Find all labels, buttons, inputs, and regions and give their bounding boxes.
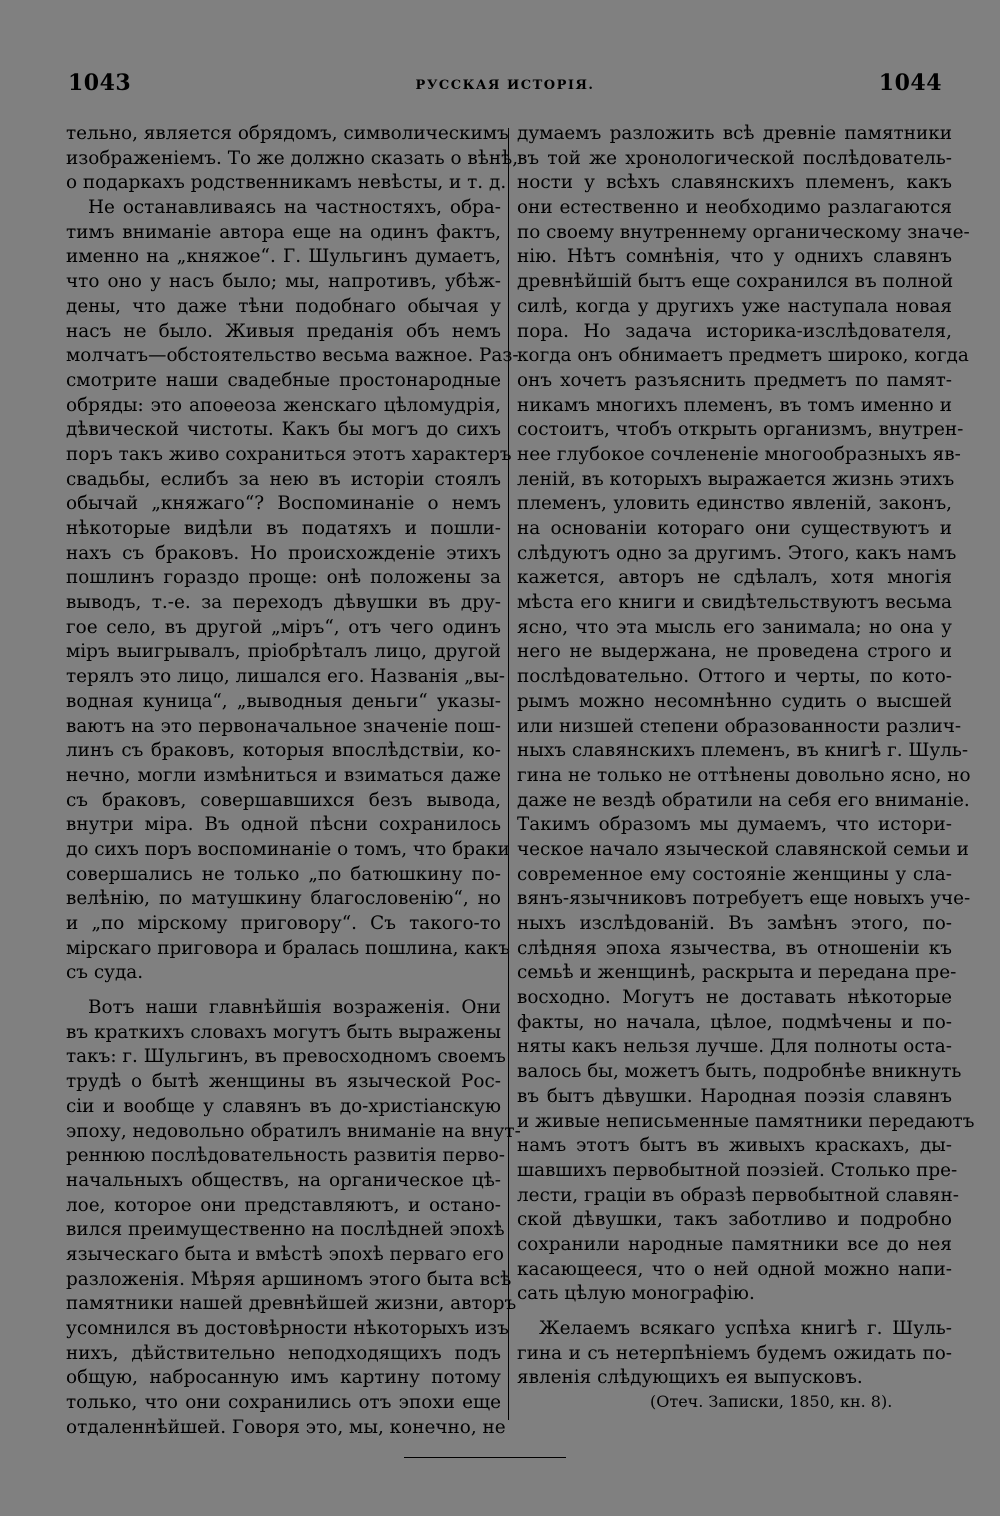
text-line: силѣ, когда у другихъ уже наступала новая: [517, 295, 952, 317]
text-line: ныхъ изслѣдованій. Въ замѣнъ этого, по-: [517, 913, 952, 934]
text-line: сать цѣлую монографію.: [517, 1283, 755, 1305]
text-line: съ браковъ, совершавшихся безъ вывода,: [66, 789, 501, 811]
text-line: насъ не было. Живыя преданія объ немъ: [66, 320, 501, 342]
text-line: реннюю послѣдовательность развитія перво-: [66, 1145, 506, 1167]
text-line: общую, набросанную имъ картину потому: [66, 1367, 501, 1389]
running-title: РУССКАЯ ИСТОРІЯ.: [415, 78, 595, 93]
text-line: Желаемъ всякаго успѣха книгѣ г. Шуль-: [539, 1318, 952, 1339]
source-citation: (Отеч. Записки, 1850, кн. 8).: [650, 1392, 893, 1411]
text-line: эпоху, недовольно обратилъ вниманіе на внут-: [66, 1120, 521, 1142]
text-line: начальныхъ обществъ, на органическое цѣ-: [66, 1169, 501, 1191]
text-line: изображеніемъ. То же должно сказать о вѣнѣ,: [66, 147, 519, 169]
text-line: гина и съ нетерпѣніемъ будемъ ожидать по-: [517, 1342, 952, 1364]
text-line: міръ выигрывалъ, пріобрѣталъ лицо, другой: [66, 641, 501, 663]
text-line: обряды: это апоѳеоза женскаго цѣломудрія,: [66, 394, 501, 416]
text-line: думаемъ разложить всѣ древніе памятники: [517, 123, 952, 144]
text-line: языческаго быта и вмѣстѣ эпохѣ перваго его: [66, 1243, 504, 1265]
text-line: выводъ, т.-е. за переходъ дѣвушки въ дру-: [66, 592, 501, 614]
text-line: шавшихъ первобытной поэзіей. Столько пре-: [517, 1159, 958, 1181]
text-line: только, что они сохранились отъ эпохи еще: [66, 1392, 501, 1414]
text-line: ности у всѣхъ славянскихъ племенъ, какъ: [517, 172, 952, 194]
text-line: древнѣйшій бытъ еще сохранился въ полной: [517, 271, 954, 293]
text-line: вился преимущественно на послѣдней эпохѣ: [66, 1219, 505, 1241]
text-line: до сихъ поръ воспоминаніе о томъ, что браки: [66, 838, 510, 860]
text-line: кажется, авторъ не сдѣлалъ, хотя многія: [517, 567, 952, 589]
paragraph-gap: [66, 986, 501, 996]
column-divider: [508, 128, 509, 1420]
text-line: обычай „княжаго“? Воспоминаніе о немъ: [66, 493, 501, 515]
text-line: нее глубокое сочлененіе многообразныхъ яв-: [517, 443, 961, 465]
text-line: разложенія. Мѣряя аршиномъ этого быта всѣ: [66, 1268, 512, 1290]
text-line: няты какъ нельзя лучше. Для полноты оста-: [517, 1036, 952, 1058]
text-line: именно на „княжое“. Г. Шульгинъ думаетъ,: [66, 246, 501, 268]
text-line: явленія слѣдующихъ ея выпусковъ.: [517, 1367, 863, 1389]
text-line: ныхъ славянскихъ племенъ, въ книгѣ г. Шуль-: [517, 740, 969, 762]
text-line: ясно, что эта мысль его занимала; но она у: [517, 616, 952, 638]
text-line: тельно, является обрядомъ, символическимъ: [66, 123, 509, 144]
text-line: лести, граціи въ образѣ первобытной славян-: [517, 1184, 959, 1206]
text-line: восходно. Могутъ не доставать нѣкоторые: [517, 987, 952, 1009]
text-line: гое село, въ другой „міръ“, отъ чего одинъ: [66, 616, 501, 638]
text-line: вянъ-язычниковъ потребуетъ еще новыхъ уче-: [517, 888, 971, 910]
text-line: молчатъ—обстоятельство весьма важное. Раз-: [66, 345, 519, 367]
text-line: Не останавливаясь на частностяхъ, обра-: [88, 197, 501, 219]
text-line: него не выдержана, не проведена строго и: [517, 641, 952, 663]
text-line: гина не только не оттѣнены довольно ясно, но: [517, 764, 971, 786]
text-line: въ краткихъ словахъ могутъ быть выражены: [66, 1021, 501, 1043]
text-line: ской дѣвушки, такъ заботливо и подробно: [517, 1209, 952, 1231]
text-line: нію. Нѣтъ сомнѣнія, что у однихъ славянъ: [517, 246, 952, 268]
text-line: послѣдовательно. Оттого и черты, по кото-: [517, 666, 952, 688]
text-line: памятники нашей древнѣйшей жизни, авторъ: [66, 1293, 517, 1315]
text-line: такъ: г. Шульгинъ, въ превосходномъ своемъ: [66, 1046, 506, 1068]
text-line: сіи и вообще у славянъ въ до-христіанскую: [66, 1095, 501, 1117]
text-line: трудѣ о бытѣ женщины въ языческой Рос-: [66, 1071, 501, 1093]
text-line: и „по мірскому приговору“. Съ такого-то: [66, 913, 501, 934]
left-text-column: [66, 122, 521, 1440]
text-line: пошлинъ гораздо проще: онѣ положены за: [66, 567, 501, 589]
text-line: дены, что даже тѣни подобнаго обычая у: [66, 295, 501, 317]
text-line: или низшей степени образованности различ-: [517, 715, 962, 737]
text-line: они естественно и необходимо разлагаются: [517, 197, 952, 219]
text-line: совершались не только „по батюшкину по-: [66, 863, 501, 885]
text-line: дѣвической чистоты. Какъ бы могъ до сихъ: [66, 419, 501, 441]
text-line: состоитъ, чтобъ открыть организмъ, внутрен-: [517, 419, 964, 441]
text-line: касающееся, что о ней одной можно напи-: [517, 1258, 952, 1280]
text-line: факты, но начала, цѣлое, подмѣчены и по-: [517, 1011, 952, 1033]
text-line: терялъ это лицо, лишался его. Названія „вы-: [66, 666, 505, 688]
text-line: когда онъ обнимаетъ предметъ широко, когда: [517, 345, 969, 367]
text-line: нахъ съ браковъ. Но происхожденіе этихъ: [66, 542, 501, 564]
text-line: мірскаго приговора и бралась пошлина, какъ: [66, 937, 510, 959]
text-line: Такимъ образомъ мы думаемъ, что истори-: [517, 814, 952, 836]
text-line: на основаніи котораго они существуютъ и: [517, 518, 952, 539]
text-line: ческое начало языческой славянской семьи и: [517, 838, 969, 860]
text-line: онъ хочетъ разъяснить предметъ по памят-: [517, 369, 952, 391]
text-line: современное ему состояніе женщины у сла-: [517, 863, 952, 885]
text-line: семьѣ и женщинѣ, раскрыта и передана пре-: [517, 962, 957, 984]
text-line: леній, въ которыхъ выражается жизнь этихъ: [517, 468, 955, 490]
text-line: валось бы, можетъ быть, подробнѣе вникнуть: [517, 1061, 962, 1083]
text-line: слѣдняя эпоха язычества, въ отношеніи къ: [517, 937, 952, 959]
text-line: о подаркахъ родственникамъ невѣсты, и т. д.: [66, 172, 507, 194]
left-page-number: 1043: [68, 70, 132, 96]
text-line: лое, которое они представляютъ, и остано-: [66, 1194, 501, 1216]
text-line: слѣдуютъ одно за другимъ. Этого, какъ намъ: [517, 542, 957, 564]
text-line: свадьбы, еслибъ за нею въ исторіи стоялъ: [66, 468, 501, 490]
text-line: отдаленнѣйшей. Говоря это, мы, конечно, не: [66, 1416, 506, 1438]
text-line: нѣкоторые видѣли въ податяхъ и пошли-: [66, 518, 501, 539]
right-text-column: [517, 122, 975, 1391]
text-line: съ суда.: [66, 962, 144, 984]
text-line: мѣста его книги и свидѣтельствуютъ весьма: [517, 592, 952, 614]
text-line: въ той же хронологической послѣдователь-: [517, 147, 952, 169]
text-line: нечно, могли измѣниться и взиматься даже: [66, 764, 501, 786]
text-line: и живые неписьменные памятники передаютъ: [517, 1110, 975, 1132]
text-line: нихъ, дѣйствительно неподходящихъ подъ: [66, 1342, 501, 1364]
text-line: линъ съ браковъ, которыя впослѣдствіи, ко-: [66, 740, 501, 762]
text-line: въ бытъ дѣвушки. Народная поэзія славянъ: [517, 1085, 952, 1107]
text-line: пора. Но задача историка-изслѣдователя,: [517, 320, 952, 342]
text-line: сохранили народные памятники все до нея: [517, 1233, 952, 1255]
text-line: рымъ можно несомнѣнно судить о высшей: [517, 690, 952, 712]
text-line: поръ такъ живо сохраниться этотъ характеръ: [66, 443, 512, 465]
right-page-number: 1044: [878, 70, 942, 96]
text-line: даже не вездѣ обратили на себя его вниманіе.: [517, 789, 970, 811]
text-line: ваютъ на это первоначальное значеніе пош-: [66, 715, 501, 737]
text-line: Вотъ наши главнѣйшія возраженія. Они: [88, 997, 501, 1019]
text-line: тимъ вниманіе автора еще на одинъ фактъ,: [66, 221, 501, 243]
text-line: что оно у насъ было; мы, напротивъ, убѣж-: [66, 271, 501, 293]
text-line: племенъ, уловить единство явленій, законъ,: [517, 493, 952, 515]
paragraph-gap: [517, 1307, 952, 1317]
text-line: смотрите наши свадебные простонародные: [66, 369, 501, 391]
text-line: усомнился въ достовѣрности нѣкоторыхъ изъ: [66, 1318, 509, 1339]
text-line: по своему внутреннему органическому значе-: [517, 221, 970, 243]
page-header: [68, 70, 942, 100]
text-line: велѣнію, по матушкину благословенію“, но: [66, 888, 501, 910]
text-line: водная куница“, „выводныя деньги“ указы-: [66, 690, 501, 712]
text-line: намъ этотъ бытъ въ живыхъ краскахъ, ды-: [517, 1135, 952, 1157]
footer-rule: [404, 1457, 566, 1458]
text-line: никамъ многихъ племенъ, въ томъ именно и: [517, 394, 952, 416]
text-line: внутри міра. Въ одной пѣсни сохранилось: [66, 814, 501, 836]
